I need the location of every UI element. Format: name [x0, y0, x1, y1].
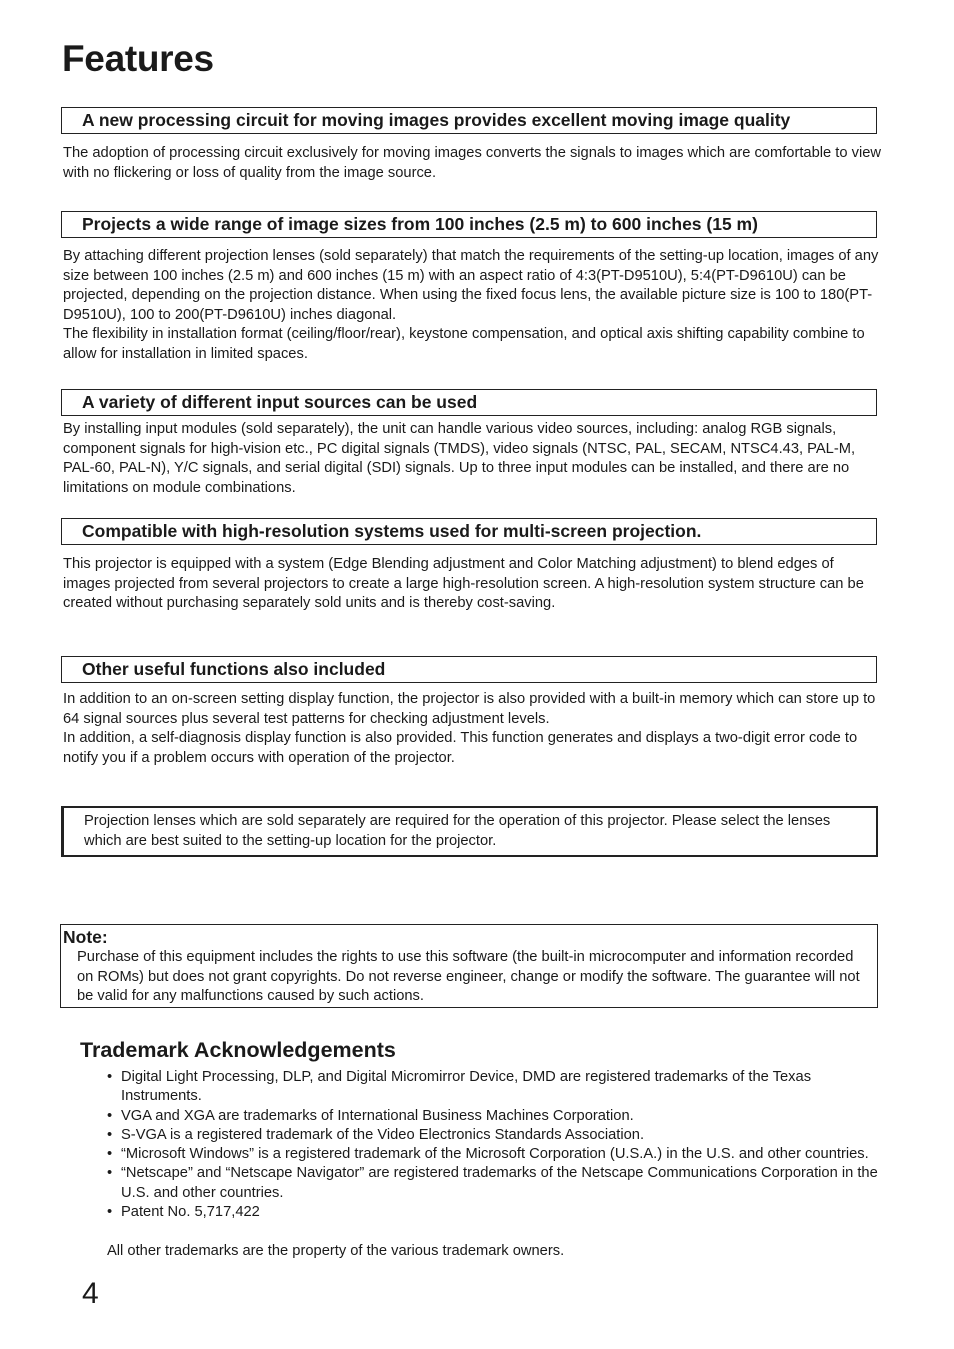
trademark-footer: All other trademarks are the property of the various trademark owners. [107, 1243, 565, 1259]
list-item [107, 1126, 887, 1145]
list-item-text: Digital Light Processing, DLP, and Digital Micromirror Device, DMD are registered trademarks of the Texas Instruments. [121, 1069, 812, 1105]
list-item [107, 1068, 887, 1107]
trademark-title: Trademark Acknowledgements [80, 1038, 396, 1062]
note-label: Note: [63, 927, 108, 947]
section-body-other-functions [63, 690, 883, 768]
section-heading-image-sizes: Projects a wide range of image sizes from 100 inches (2.5 m) to 600 inches (15 m) [61, 211, 877, 238]
list-item [107, 1145, 887, 1164]
bullet-icon: • [107, 1165, 113, 1182]
section-body-image-sizes [63, 247, 883, 364]
list-item [107, 1203, 887, 1222]
bullet-icon: • [107, 1126, 113, 1143]
paragraph: This projector is equipped with a system (Edge Blending adjustment and Color Matching adjustment) to blend edges of images projected from several projectors to create a large high-resolution screen. A high-resolution system structure can be created without purchasing separately sold units and is thereby cost-saving. [63, 556, 864, 611]
note-box [60, 924, 878, 1008]
paragraph: In addition, a self-diagnosis display function is also provided. This function generates and displays a two-digit error code to notify you if a problem occurs with operation of the projector. [63, 730, 858, 766]
paragraph: In addition to an on-screen setting display function, the projector is also provided with a built-in memory which can store up to 64 signal sources plus several test patterns for checking adjustment levels. [63, 691, 876, 727]
paragraph: The adoption of processing circuit exclusively for moving images converts the signals to images which are comfortable to view with no flickering or loss of quality from the image source. [63, 145, 881, 181]
list-item [107, 1107, 887, 1126]
section-heading-other-functions: Other useful functions also included [61, 656, 877, 683]
section-body-moving-image [63, 144, 883, 183]
page-title: Features [62, 38, 214, 79]
bullet-icon: • [107, 1146, 113, 1163]
lens-notice-box [61, 806, 878, 857]
page-number: 4 [82, 1277, 99, 1310]
section-body-multi-screen [63, 555, 883, 614]
bullet-icon: • [107, 1069, 113, 1085]
section-heading-input-sources: A variety of different input sources can be used [61, 389, 877, 416]
section-body-input-sources [63, 420, 883, 498]
bullet-icon: • [107, 1107, 113, 1124]
note-text: Purchase of this equipment includes the rights to use this software (the built-in microcomputer and information recorded on ROMs) but does not grant copyrights. Do not reverse engineer, change or modify the software. The guarantee will not be valid for any malfunctions caused by such actions. [77, 949, 860, 1004]
list-item-text: “Microsoft Windows” is a registered trademark of the Microsoft Corporation (U.S.A.) in the U.S. and other countries. [121, 1146, 869, 1163]
section-heading-multi-screen: Compatible with high-resolution systems used for multi-screen projection. [61, 518, 877, 545]
bullet-icon: • [107, 1204, 113, 1221]
list-item-text: Patent No. 5,717,422 [121, 1204, 260, 1221]
list-item-text: VGA and XGA are trademarks of International Business Machines Corporation. [121, 1107, 634, 1124]
list-item [107, 1164, 887, 1203]
trademark-list [107, 1068, 887, 1222]
lens-notice-text: Projection lenses which are sold separately are required for the operation of this projector. Please select the lenses which are best suited to the setting-up location for the projector. [84, 813, 831, 849]
list-item-text: “Netscape” and “Netscape Navigator” are registered trademarks of the Netscape Communications Corporation in the U.S. and other countries. [121, 1165, 878, 1201]
paragraph: By installing input modules (sold separately), the unit can handle various video sources, including: analog RGB signals, component signals for high-vision etc., PC digital signals (TMDS), video signals (NTSC, PAL, SECAM, NTSC4.43, PAL-M, PAL-60, PAL-N), Y/C signals, and serial digital (SDI) signals. Up to three input modules can be installed, and there are no limitations on module combinations. [63, 421, 856, 496]
section-heading-moving-image: A new processing circuit for moving images provides excellent moving image quality [61, 107, 877, 134]
paragraph: By attaching different projection lenses (sold separately) that match the requirements of the setting-up location, images of any size between 100 inches (2.5 m) and 600 inches (15 m) with an aspect ratio of 4:3(PT-D9510U), 5:4(PT-D9610U) can be projected, depending on the projection distance. When using the fixed focus lens, the available picture size is 100 to 180(PT-D9510U), 100 to 200(PT-D9610U) inches diagonal. [63, 248, 879, 323]
paragraph: The flexibility in installation format (ceiling/floor/rear), keystone compensation, and optical axis shifting capability combine to allow for installation in limited spaces. [63, 326, 865, 362]
list-item-text: S-VGA is a registered trademark of the Video Electronics Standards Association. [121, 1126, 645, 1143]
